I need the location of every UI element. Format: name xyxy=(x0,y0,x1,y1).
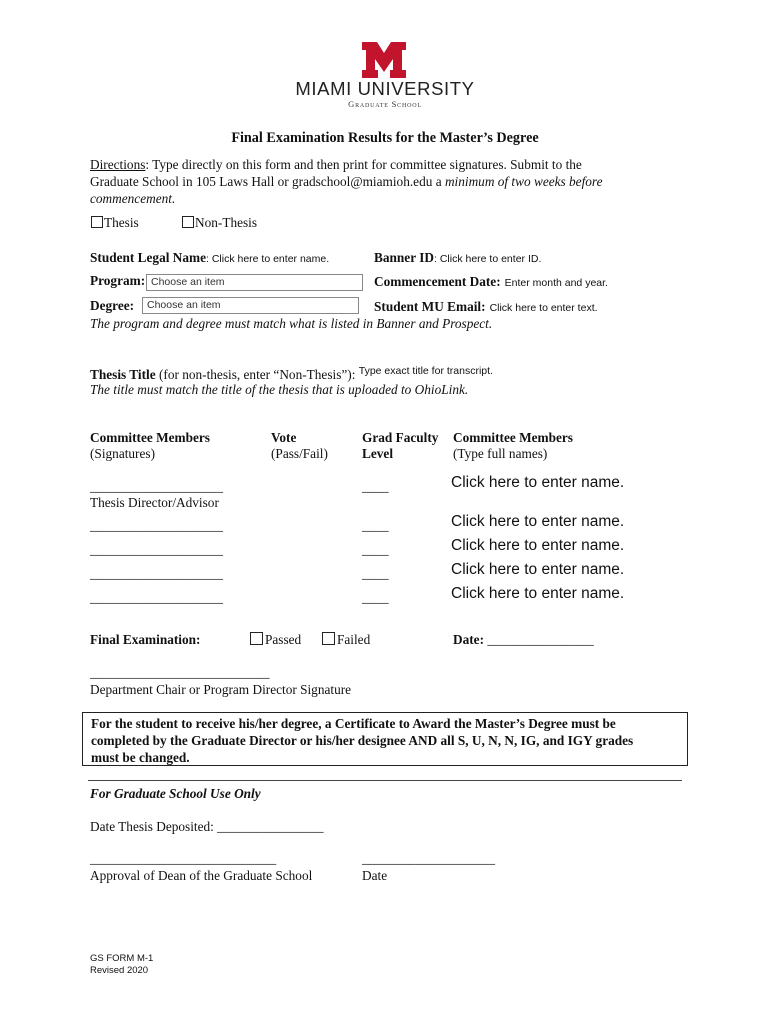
non-thesis-option-label: Non-Thesis xyxy=(195,215,258,230)
thesis-checkbox[interactable] xyxy=(91,216,103,228)
signatures-subheader: (Signatures) xyxy=(90,446,155,461)
revision-date: Revised 2020 xyxy=(90,965,149,976)
directions-line-1 xyxy=(90,157,582,173)
student-name-row xyxy=(90,249,329,267)
form-id: GS FORM M-1 xyxy=(90,953,154,964)
program-dropdown-value: Choose an item xyxy=(151,276,225,288)
failed-checkbox[interactable] xyxy=(322,632,335,645)
thesis-deposit-date[interactable]: Date Thesis Deposited: ________________ xyxy=(90,819,324,834)
member-name-field[interactable]: Click here to enter name. xyxy=(451,513,625,530)
failed-option[interactable] xyxy=(322,632,370,648)
directions-italic-2: minimum of two weeks before xyxy=(444,174,603,189)
chair-signature-line[interactable]: ___________________________ xyxy=(90,665,270,680)
section-divider xyxy=(88,780,682,781)
banner-id-label: Banner ID xyxy=(374,250,434,265)
signature-line[interactable]: ____________________ xyxy=(90,518,223,533)
thesis-title-hint: (for non-thesis, enter “Non-Thesis”): xyxy=(155,367,359,382)
passed-label: Passed xyxy=(265,632,302,647)
level-line[interactable]: ____ xyxy=(362,479,389,494)
vote-header: Vote xyxy=(271,430,297,445)
typed-members-header: Committee Members xyxy=(453,430,573,445)
program-degree-note: The program and degree must match what is listed in Banner and Prospect. xyxy=(90,316,493,331)
level-subheader: Level xyxy=(362,446,394,461)
passed-checkbox[interactable] xyxy=(250,632,263,645)
email-label: Student MU Email: xyxy=(374,299,486,314)
email-row xyxy=(374,298,598,316)
grad-faculty-header: Grad Faculty xyxy=(362,430,439,445)
degree-label: Degree: xyxy=(90,298,135,313)
program-label: Program: xyxy=(90,273,146,288)
signature-line[interactable]: ____________________ xyxy=(90,479,223,494)
level-line[interactable]: ____ xyxy=(362,590,389,605)
typed-names-subheader: (Type full names) xyxy=(453,446,548,461)
email-field[interactable]: Click here to enter text. xyxy=(489,302,598,314)
signature-line[interactable]: ____________________ xyxy=(90,542,223,557)
level-line[interactable]: ____ xyxy=(362,542,389,557)
final-exam-label: Final Examination: xyxy=(90,632,201,647)
notice-line-1: For the student to receive his/her degree, a Certificate to Award the Master’s Degree must be xyxy=(91,716,616,731)
banner-id-row xyxy=(374,249,541,267)
member-name-field[interactable]: Click here to enter name. xyxy=(451,585,625,602)
exam-date-line[interactable]: ________________ xyxy=(484,632,594,647)
notice-line-3: must be changed. xyxy=(91,750,190,765)
failed-label: Failed xyxy=(337,632,371,647)
directions-line-2 xyxy=(90,174,603,190)
student-name-field[interactable]: : Click here to enter name. xyxy=(205,253,330,265)
member-name-field[interactable]: Click here to enter name. xyxy=(451,561,625,578)
dean-date-line[interactable]: ____________________ xyxy=(362,851,495,866)
member-name-field[interactable]: Click here to enter name. xyxy=(451,537,625,554)
degree-dropdown-value: Choose an item xyxy=(147,299,221,311)
exam-date-label: Date: xyxy=(453,632,485,647)
directions-text-2: Graduate School in 105 Laws Hall or gradschool@miamioh.edu a xyxy=(90,174,445,189)
director-caption: Thesis Director/Advisor xyxy=(90,495,219,510)
thesis-title-label: Thesis Title xyxy=(90,367,156,382)
non-thesis-checkbox[interactable] xyxy=(182,216,194,228)
university-name: MIAMI UNIVERSITY xyxy=(295,78,475,99)
signature-line[interactable]: ____________________ xyxy=(90,590,223,605)
degree-dropdown[interactable] xyxy=(142,297,359,314)
vote-subheader: (Pass/Fail) xyxy=(271,446,328,461)
commencement-row xyxy=(374,273,608,291)
banner-id-field[interactable]: : Click here to enter ID. xyxy=(433,253,542,265)
level-line[interactable]: ____ xyxy=(362,566,389,581)
dean-signature-caption: Approval of Dean of the Graduate School xyxy=(90,868,313,883)
student-name-label: Student Legal Name xyxy=(90,250,206,265)
commencement-field[interactable]: Enter month and year. xyxy=(504,277,608,289)
office-use-heading: For Graduate School Use Only xyxy=(90,786,261,801)
program-dropdown[interactable] xyxy=(146,274,363,291)
dean-date-caption: Date xyxy=(362,868,388,883)
thesis-option[interactable] xyxy=(91,215,139,231)
signature-line[interactable]: ____________________ xyxy=(90,566,223,581)
directions-line-3: commencement. xyxy=(90,191,176,206)
page-title: Final Examination Results for the Master’s Degree xyxy=(231,130,539,146)
directions-label: Directions xyxy=(90,157,146,172)
notice-line-2: completed by the Graduate Director or his/her designee AND all S, U, N, N, IG, and IGY grades xyxy=(91,733,634,748)
chair-signature-caption: Department Chair or Program Director Signature xyxy=(90,682,352,697)
non-thesis-option[interactable] xyxy=(182,215,257,231)
passed-option[interactable] xyxy=(250,632,301,648)
directions-text-1: : Type directly on this form and then print for committee signatures. Submit to the xyxy=(145,157,582,172)
level-line[interactable]: ____ xyxy=(362,518,389,533)
commencement-label: Commencement Date: xyxy=(374,274,501,289)
miami-m-logo xyxy=(362,42,406,78)
graduate-school-label: Graduate School xyxy=(348,99,422,109)
exam-date-row xyxy=(453,632,594,648)
committee-members-header: Committee Members xyxy=(90,430,210,445)
thesis-title-note: The title must match the title of the thesis that is uploaded to OhioLink. xyxy=(90,382,469,397)
thesis-option-label: Thesis xyxy=(104,215,139,230)
thesis-title-field[interactable]: Type exact title for transcript. xyxy=(358,365,493,377)
member-name-field[interactable]: Click here to enter name. xyxy=(451,474,625,491)
dean-signature-line[interactable]: ____________________________ xyxy=(90,851,277,866)
